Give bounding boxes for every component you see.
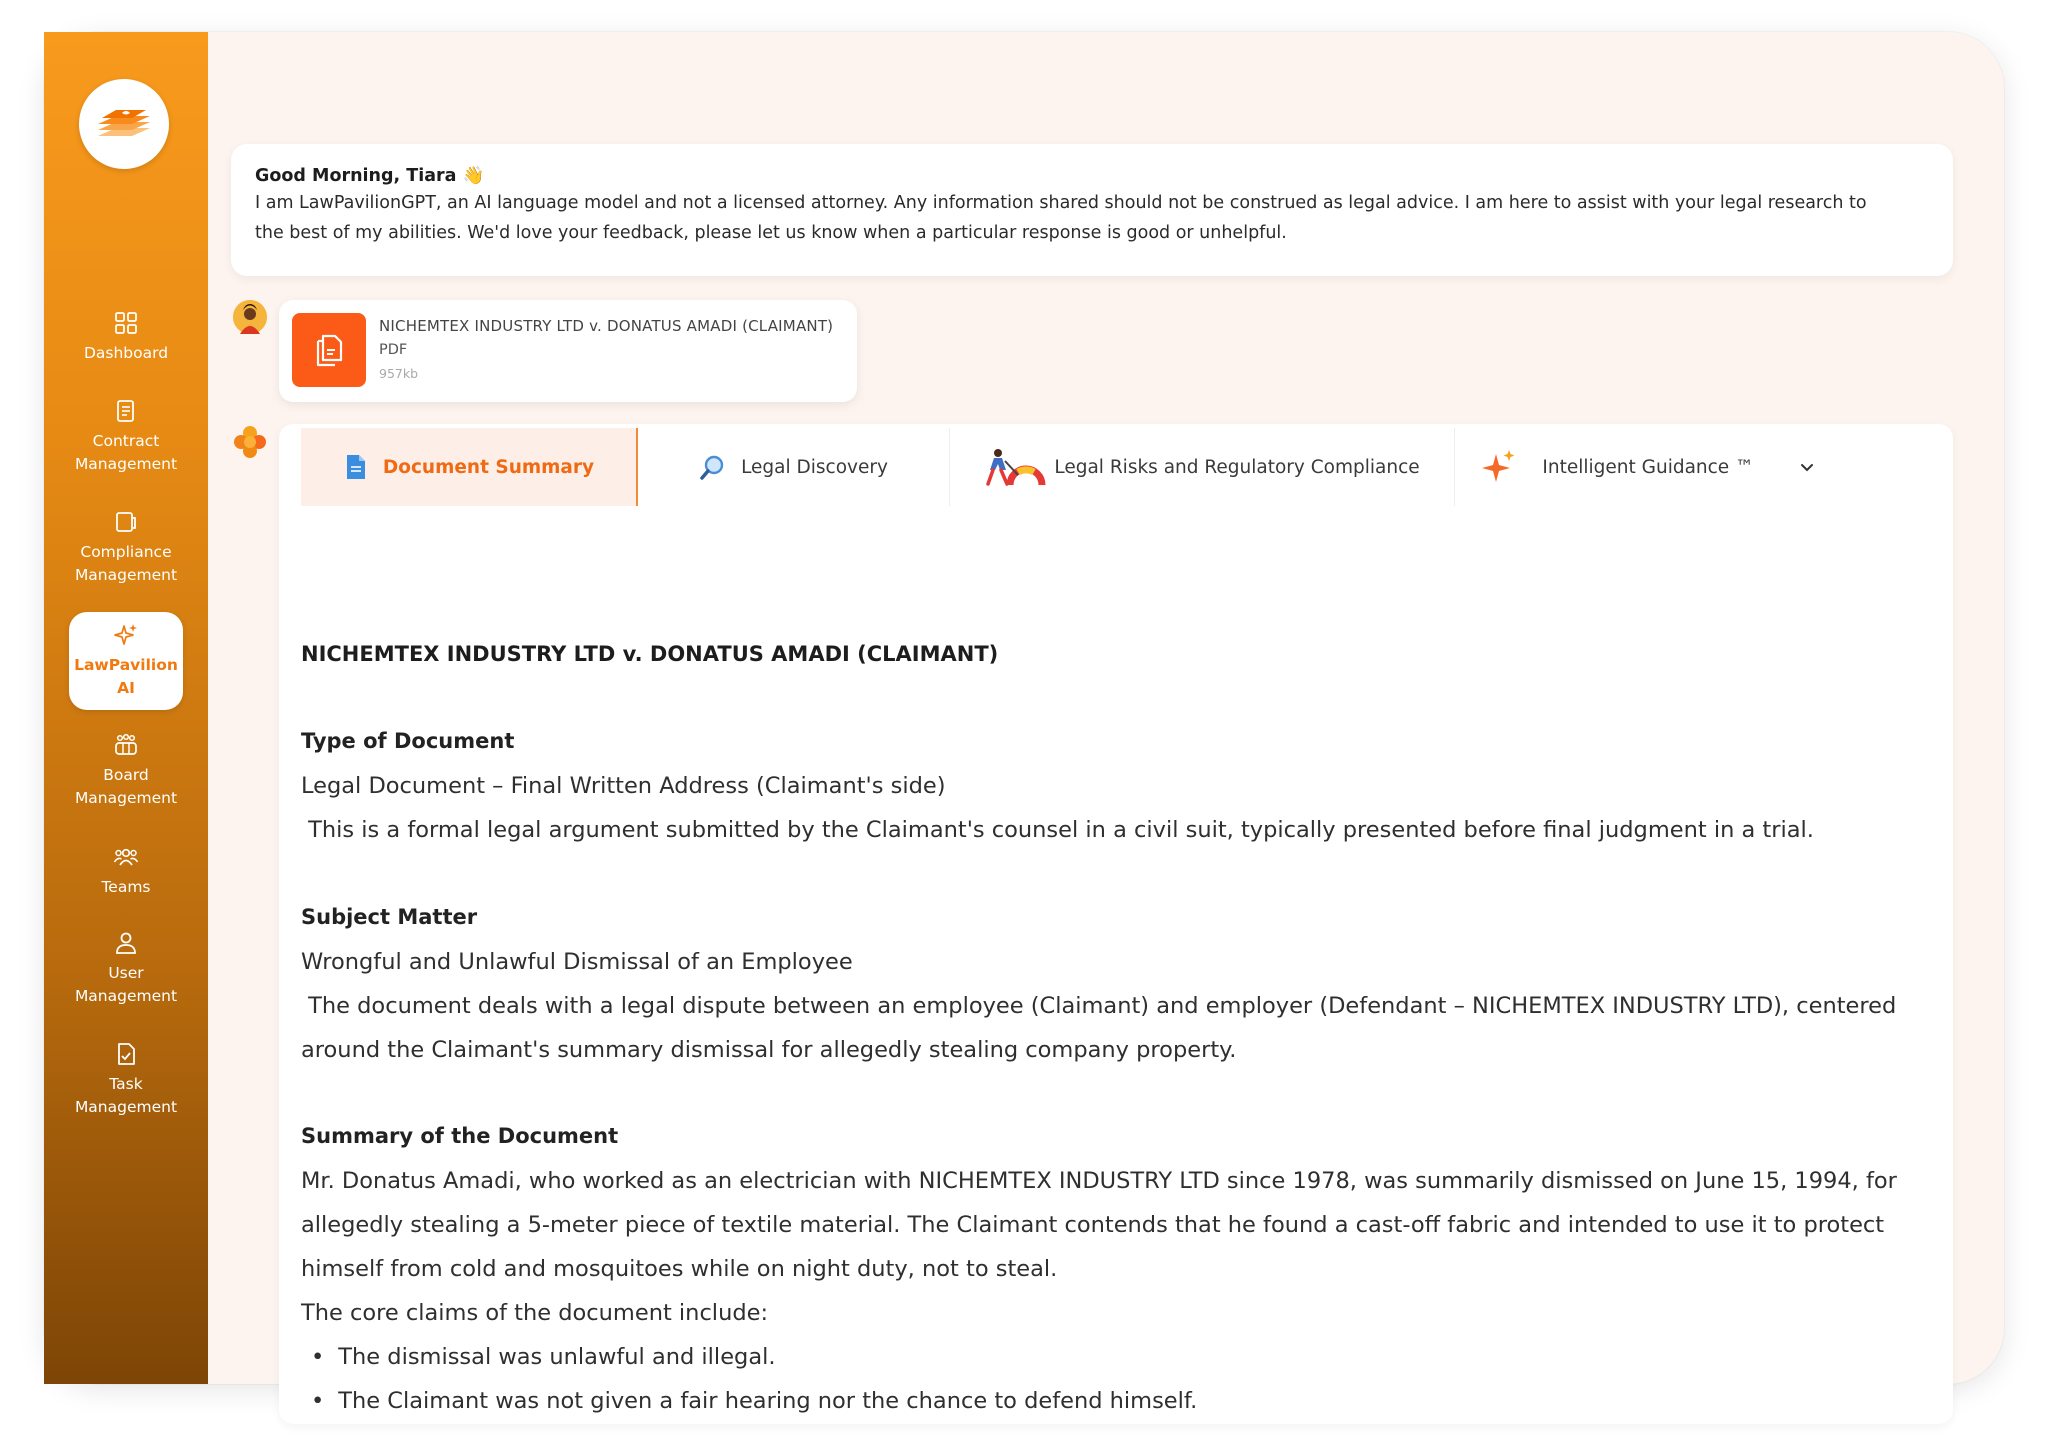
sidebar-item-label-2: Management (74, 987, 178, 1005)
tab-legal-discovery[interactable] (638, 428, 950, 506)
dashboard-icon (113, 310, 139, 336)
sidebar-item-lawpavilion-ai[interactable] (69, 612, 183, 710)
subject-value: Wrongful and Unlawful Dismissal of an Employee (301, 949, 853, 975)
type-description: This is a formal legal argument submitted by the Claimant's counsel in a civil suit, typically presented before final judgment in a trial. (301, 817, 1814, 843)
document-icon (343, 453, 369, 481)
sidebar-item-task-management[interactable] (56, 1041, 196, 1119)
lawpavilion-logo[interactable] (79, 79, 169, 169)
tab-document-summary[interactable] (301, 428, 638, 506)
teams-icon (113, 844, 139, 870)
sidebar-item-label: Board (103, 766, 149, 784)
assistant-avatar-icon (232, 424, 268, 460)
sidebar-item-label-2: Management (74, 1098, 178, 1116)
risk-gauge-icon (984, 445, 1040, 489)
user-icon (113, 930, 139, 956)
subject-description-2: around the Claimant's summary dismissal for allegedly stealing company property. (301, 1037, 1237, 1063)
sidebar-item-contract-management[interactable] (56, 398, 196, 476)
summary-line-3: himself from cold and mosquitoes while on night duty, not to steal. (301, 1256, 1058, 1282)
attachment-name: NICHEMTEX INDUSTRY LTD v. DONATUS AMADI (CLAIMANT) (379, 317, 834, 335)
sidebar-item-label-2: Management (74, 566, 178, 584)
sidebar-item-label: User (108, 964, 144, 982)
type-value: Legal Document – Final Written Address (Claimant's side) (301, 773, 946, 799)
tab-label: Document Summary (382, 456, 595, 478)
sidebar-item-label: LawPavilion (74, 656, 178, 674)
claims-intro: The core claims of the document include: (301, 1300, 769, 1326)
sidebar-item-dashboard[interactable] (56, 310, 196, 365)
attachment-type: PDF (379, 342, 408, 358)
sparkle-icon (1480, 448, 1518, 486)
greeting-card (231, 144, 1953, 276)
avatar (233, 300, 267, 334)
sidebar-item-label: Compliance (80, 543, 172, 561)
chevron-down-icon[interactable] (1798, 458, 1816, 476)
sidebar (44, 32, 208, 1384)
tab-bar (301, 428, 1841, 506)
document-title: NICHEMTEX INDUSTRY LTD v. DONATUS AMADI (CLAIMANT) (301, 642, 999, 666)
greeting-title: Good Morning, Tiara 👋 (255, 166, 485, 186)
subject-description-1: The document deals with a legal dispute between an employee (Claimant) and employer (Defendant – NICHEMTEX INDUSTRY LTD), centered (301, 993, 1897, 1019)
sidebar-item-label: Dashboard (83, 344, 169, 362)
list-item: • The dismissal was unlawful and illegal. (311, 1344, 776, 1370)
attachment-card[interactable] (279, 300, 857, 402)
app-window (44, 32, 2004, 1414)
tab-legal-risks[interactable] (950, 428, 1455, 506)
sidebar-item-user-management[interactable] (56, 930, 196, 1008)
compliance-icon (113, 509, 139, 535)
list-item: • The Claimant was not given a fair hearing nor the chance to defend himself. (311, 1388, 1197, 1414)
sparkle-icon (113, 622, 139, 648)
section-heading-summary: Summary of the Document (301, 1124, 619, 1148)
board-icon (113, 732, 139, 758)
greeting-line-1: I am LawPavilionGPT, an AI language model and not a licensed attorney. Any information shared should not be construed as legal advice. I am here to assist with your legal research to (255, 193, 1867, 213)
section-heading-type: Type of Document (301, 729, 515, 753)
sidebar-item-label: Contract (92, 432, 160, 450)
greeting-line-2: the best of my abilities. We'd love your feedback, please let us know when a particular response is good or unhelpful. (255, 223, 1287, 243)
sidebar-item-label-2: Management (74, 789, 178, 807)
sidebar-item-label: Task (109, 1075, 143, 1093)
attachment-size: 957kb (379, 366, 419, 381)
response-panel (279, 424, 1953, 1424)
contract-icon (113, 398, 139, 424)
sidebar-item-label: Teams (101, 878, 151, 896)
document-file-icon (292, 313, 366, 387)
section-heading-subject: Subject Matter (301, 905, 478, 929)
sidebar-item-label-2: Management (74, 455, 178, 473)
sidebar-item-label-2: AI (117, 679, 135, 697)
tab-intelligent-guidance[interactable] (1455, 428, 1841, 506)
tab-label: Legal Risks and Regulatory Compliance (1054, 456, 1420, 478)
magnifier-icon (699, 453, 727, 481)
summary-line-2: allegedly stealing a 5-meter piece of textile material. The Claimant contends that he found a cast-off fabric and intended to use it to protect (301, 1212, 1885, 1238)
sidebar-item-board-management[interactable] (56, 732, 196, 810)
task-icon (113, 1041, 139, 1067)
sidebar-item-compliance-management[interactable] (56, 509, 196, 587)
sidebar-item-teams[interactable] (56, 844, 196, 899)
tab-label: Legal Discovery (741, 456, 888, 478)
summary-line-1: Mr. Donatus Amadi, who worked as an electrician with NICHEMTEX INDUSTRY LTD since 1978, was summarily dismissed on June 15, 1994, for (301, 1168, 1897, 1194)
tab-label: Intelligent Guidance ™ (1542, 456, 1754, 478)
